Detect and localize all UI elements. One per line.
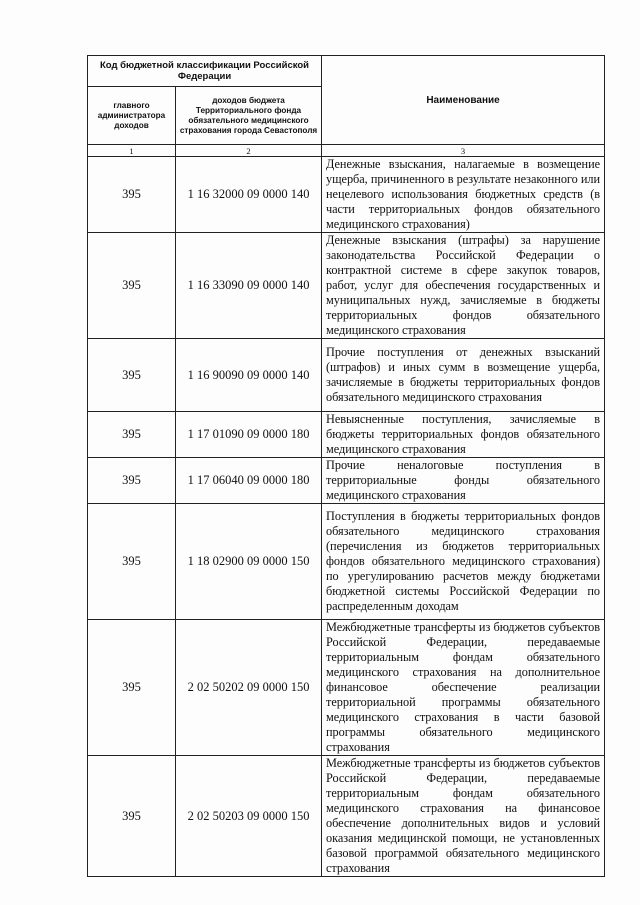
column-number-2: 2: [176, 145, 322, 157]
table-row: [88, 339, 605, 412]
header-name: Наименование: [322, 56, 605, 145]
column-number-1: 1: [88, 145, 176, 157]
income-code-cell: 1 16 90090 09 0000 140: [176, 339, 322, 412]
income-name-cell: Денежные взыскания (штрафы) за нарушение законодательства Российской Федерации о контрактной системе в сфере закупок товаров, работ, услуг для обеспечения государственных и муниципальных нужд, зачисляемые в бюджеты территориальных фондов обязательного медицинского страхования: [322, 233, 605, 339]
column-number-row: [88, 145, 605, 157]
table-row: [88, 504, 605, 620]
budget-classification-table: [87, 55, 605, 877]
table-row: [88, 412, 605, 458]
income-name-cell: Денежные взыскания, налагаемые в возмещение ущерба, причиненного в результате незаконного или нецелевого использования бюджетных средств (в части территориальных фондов обязательного медицинского страхования): [322, 157, 605, 233]
income-name-cell: Межбюджетные трансферты из бюджетов субъектов Российской Федерации, передаваемые территориальным фондам обязательного медицинского страхования на финансовое обеспечение дополнительных видов и условий оказания медицинской помощи, не установленных базовой программой обязательного медицинского страхования: [322, 756, 605, 877]
income-name-cell: Прочие поступления от денежных взысканий (штрафов) и иных сумм в возмещение ущерба, зачисляемые в бюджеты территориальных фондов обязательного медицинского страхования: [322, 339, 605, 412]
income-name-cell: Невыясненные поступления, зачисляемые в бюджеты территориальных фондов обязательного медицинского страхования: [322, 412, 605, 458]
admin-code-cell: 395: [88, 756, 176, 877]
table-row: [88, 620, 605, 756]
admin-code-cell: 395: [88, 157, 176, 233]
income-code-cell: 1 18 02900 09 0000 150: [176, 504, 322, 620]
income-name-cell: Поступления в бюджеты территориальных фондов обязательного медицинского страхования (перечисления из бюджетов территориальных фондов обязательного медицинского страхования) по урегулированию расчетов между бюджетами бюджетной системы Российской Федерации по распределенным доходам: [322, 504, 605, 620]
admin-code-cell: 395: [88, 504, 176, 620]
column-number-3: 3: [322, 145, 605, 157]
admin-code-cell: 395: [88, 620, 176, 756]
admin-code-cell: 395: [88, 412, 176, 458]
table-row: [88, 458, 605, 504]
income-code-cell: 1 16 32000 09 0000 140: [176, 157, 322, 233]
admin-code-cell: 395: [88, 233, 176, 339]
income-name-cell: Прочие неналоговые поступления в территориальные фонды обязательного медицинского страхования: [322, 458, 605, 504]
table-row: [88, 157, 605, 233]
header-row-top: [88, 56, 605, 87]
income-code-cell: 1 16 33090 09 0000 140: [176, 233, 322, 339]
income-code-cell: 1 17 01090 09 0000 180: [176, 412, 322, 458]
admin-code-cell: 395: [88, 458, 176, 504]
income-name-cell: Межбюджетные трансферты из бюджетов субъектов Российской Федерации, передаваемые территориальным фондам обязательного медицинского страхования на дополнительное финансовое обеспечение реализации территориальной программы обязательного медицинского страхования в части базовой программы обязательного медицинского страхования: [322, 620, 605, 756]
header-income: доходов бюджета Территориального фонда обязательного медицинского страхования города Севастополя: [176, 87, 322, 145]
table-row: [88, 233, 605, 339]
income-code-cell: 1 17 06040 09 0000 180: [176, 458, 322, 504]
header-code-group: Код бюджетной классификации Российской Федерации: [88, 56, 322, 87]
income-code-cell: 2 02 50203 09 0000 150: [176, 756, 322, 877]
admin-code-cell: 395: [88, 339, 176, 412]
header-admin: главного администратора доходов: [88, 87, 176, 145]
income-code-cell: 2 02 50202 09 0000 150: [176, 620, 322, 756]
table-row: [88, 756, 605, 877]
